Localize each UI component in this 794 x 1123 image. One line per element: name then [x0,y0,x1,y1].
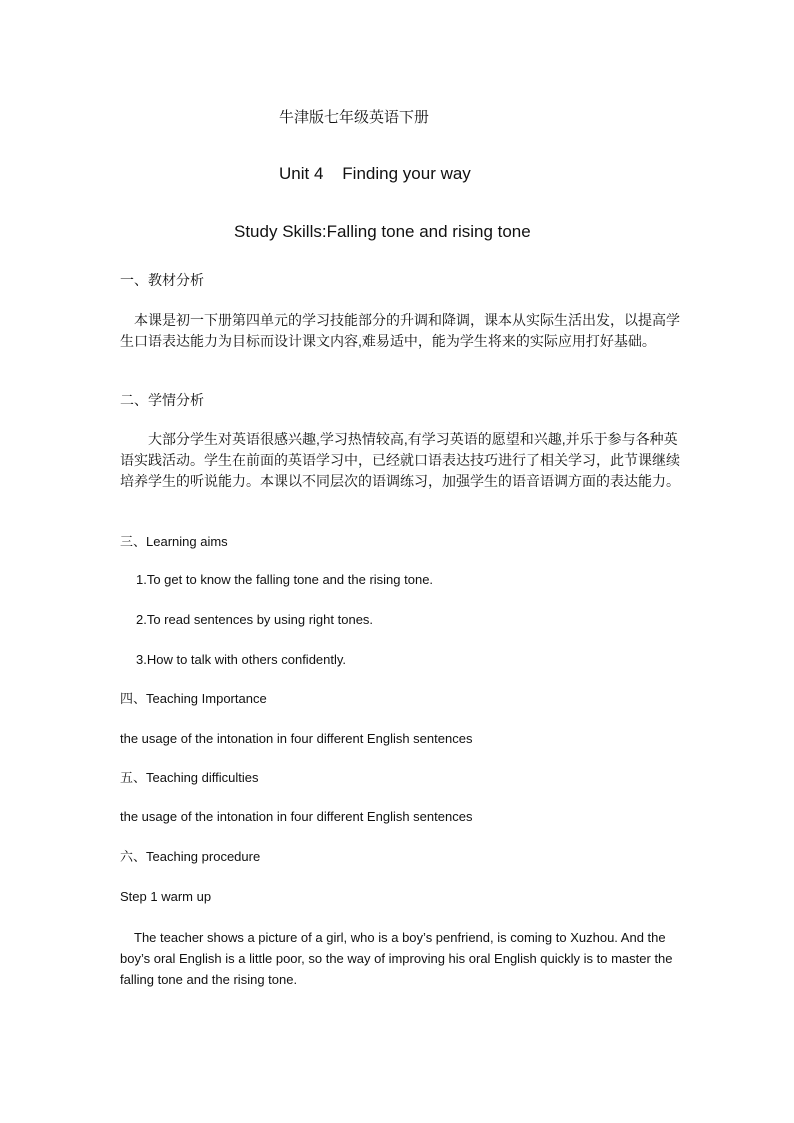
section-text-materials: 本课是初一下册第四单元的学习技能部分的升调和降调，课本从实际生活出发，以提高学生口语表达能力为目标而设计课文内容,难易适中，能为学生将来的实际应用打好基础。 [120,312,680,349]
section-heading-procedure: 六、Teaching procedure [120,849,261,864]
lesson-title: Study Skills:Falling tone and rising tone [234,222,531,241]
aim-item-2: 2.To read sentences by using right tones. [136,612,374,627]
section-heading-aims: 三、Learning aims [120,534,228,549]
step-heading: Step 1 warm up [120,889,212,904]
section-text-students: 大部分学生对英语很感兴趣,学习热情较高,有学习英语的愿望和兴趣,并乐于参与各种英语实践活动。学生在前面的英语学习中，已经就口语表达技巧进行了相关学习，此节课继续培养学生的听说能力。本课以不同层次的语调练习，加强学生的语音语调方面的表达能力。 [120,431,680,489]
section-text-difficulties: the usage of the intonation in four different English sentences [120,809,473,824]
step-text: The teacher shows a picture of a girl, who is a boy’s penfriend, is coming to Xuzhou. And the boy’s oral English is a little poor, so the way of improving his oral English quickly is to master the falling tone and the rising tone. [120,930,673,987]
aim-item-3: 3.How to talk with others confidently. [136,652,347,667]
section-heading-importance: 四、Teaching Importance [120,691,267,706]
section-heading-difficulties: 五、Teaching difficulties [120,770,259,785]
document-title: 牛津版七年级英语下册 [279,109,430,126]
unit-title: Unit 4 Finding your way [279,164,471,183]
aim-item-1: 1.To get to know the falling tone and the rising tone. [136,572,434,587]
section-heading-materials: 一、教材分析 [120,272,204,288]
section-text-importance: the usage of the intonation in four different English sentences [120,731,473,746]
section-heading-students: 二、学情分析 [120,392,204,408]
